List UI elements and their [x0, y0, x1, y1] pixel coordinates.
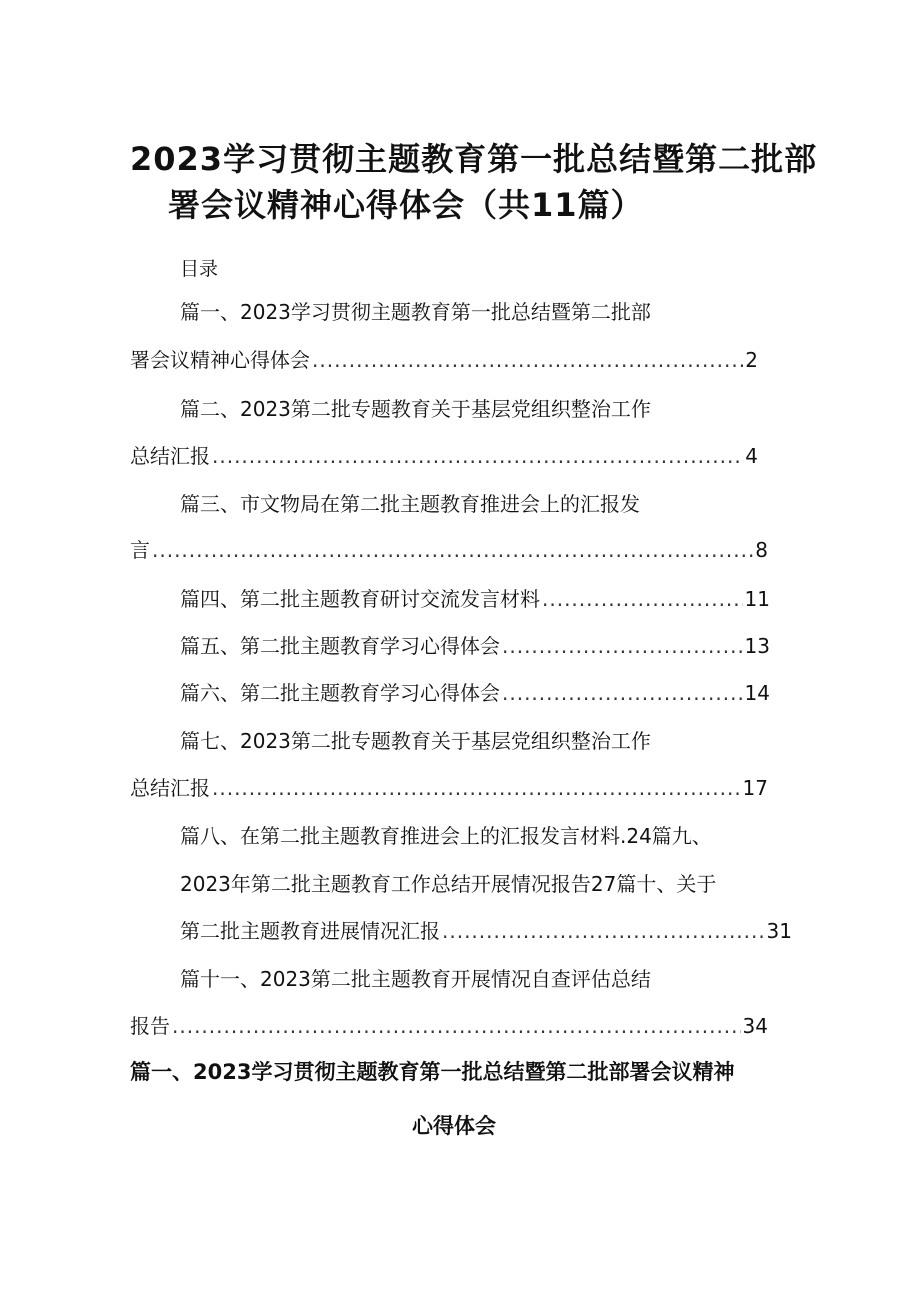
document-title-line-1: 2023学习贯彻主题教育第一批总结暨第二批部 [130, 140, 818, 178]
toc-entry-7-line-1[interactable]: 篇七、2023第二批专题教育关于基层党组织整治工作 [180, 729, 651, 753]
toc-entry-1-line-2[interactable] [130, 346, 758, 374]
toc-entry-1-line-1[interactable]: 篇一、2023学习贯彻主题教育第一批总结暨第二批部 [180, 300, 651, 324]
toc-leader-dots [442, 917, 765, 945]
toc-entry-text: 总结汇报 [130, 444, 210, 468]
toc-page-number: 2 [745, 348, 758, 372]
toc-leader-dots [542, 585, 743, 613]
toc-entry-3-line-2[interactable] [130, 536, 768, 564]
toc-leader-dots [502, 632, 743, 660]
toc-page-number: 8 [755, 538, 768, 562]
toc-entry-text: 篇四、第二批主题教育研讨交流发言材料 [180, 587, 540, 611]
toc-page-number: 31 [766, 919, 792, 943]
toc-leader-dots [152, 536, 753, 564]
toc-leader-dots [212, 774, 741, 802]
toc-entry-8-line-3[interactable] [180, 917, 792, 945]
toc-leader-dots [212, 442, 743, 470]
toc-page-number: 14 [744, 681, 770, 705]
toc-entry-text: 言 [130, 538, 150, 562]
toc-entry-4[interactable] [180, 585, 770, 613]
toc-leader-dots [172, 1012, 741, 1040]
toc-page-number: 4 [745, 444, 758, 468]
toc-entry-text: 署会议精神心得体会 [130, 348, 310, 372]
toc-entry-11-line-2[interactable] [130, 1012, 768, 1040]
toc-page-number: 13 [744, 634, 770, 658]
toc-entry-text: 篇五、第二批主题教育学习心得体会 [180, 634, 500, 658]
toc-entry-11-line-1[interactable]: 篇十一、2023第二批主题教育开展情况自查评估总结 [180, 967, 651, 991]
toc-entry-3-line-1[interactable]: 篇三、市文物局在第二批主题教育推进会上的汇报发 [180, 492, 640, 516]
document-title-line-2: 署会议精神心得体会（共11篇） [168, 186, 644, 224]
toc-leader-dots [502, 679, 743, 707]
section-heading-line-1: 篇一、2023学习贯彻主题教育第一批总结暨第二批部署会议精神 [130, 1060, 735, 1084]
toc-entry-8-line-2[interactable]: 2023年第二批主题教育工作总结开展情况报告27篇十、关于 [180, 872, 717, 896]
toc-entry-5[interactable] [180, 632, 770, 660]
toc-entry-2-line-2[interactable] [130, 442, 758, 470]
toc-page-number: 17 [742, 776, 768, 800]
section-heading-line-2: 心得体会 [412, 1114, 496, 1138]
toc-entry-6[interactable] [180, 679, 770, 707]
toc-entry-text: 总结汇报 [130, 776, 210, 800]
toc-entry-7-line-2[interactable] [130, 774, 768, 802]
toc-heading: 目录 [180, 258, 219, 280]
toc-page-number: 34 [742, 1014, 768, 1038]
toc-leader-dots [312, 346, 743, 374]
toc-page-number: 11 [744, 587, 770, 611]
toc-entry-2-line-1[interactable]: 篇二、2023第二批专题教育关于基层党组织整治工作 [180, 397, 651, 421]
toc-entry-8-line-1[interactable]: 篇八、在第二批主题教育推进会上的汇报发言材料.24篇九、 [180, 824, 712, 848]
toc-entry-text: 第二批主题教育进展情况汇报 [180, 919, 440, 943]
toc-entry-text: 报告 [130, 1014, 170, 1038]
toc-entry-text: 篇六、第二批主题教育学习心得体会 [180, 681, 500, 705]
